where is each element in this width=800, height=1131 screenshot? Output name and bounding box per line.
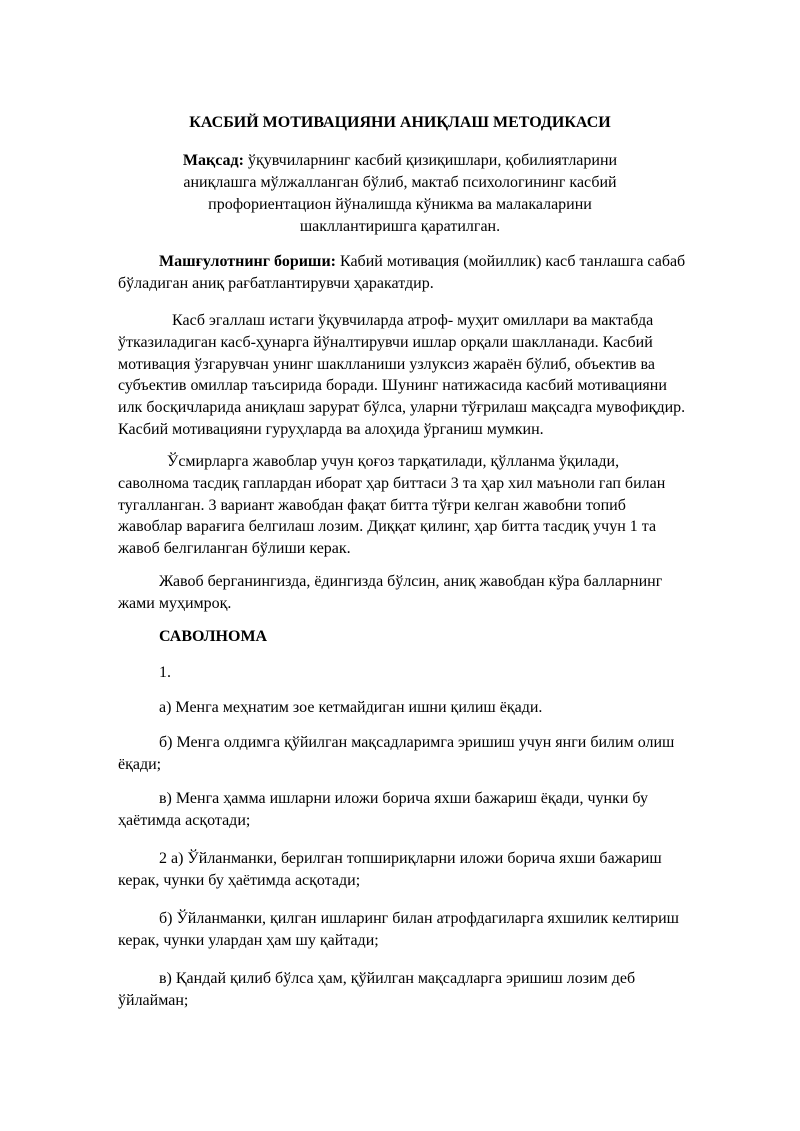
procedure-label: Машғулотнинг бориши: [159,253,336,270]
goal-label: Мақсад: [182,152,244,169]
procedure-text: Кабий мотивация (мойиллик) касб танлашга сабаб бўладиган аниқ рағбатлантирувчи ҳаракатдир. [118,253,686,292]
paragraph-1: Касб эгаллаш истаги ўқувчиларда атроф- муҳит омиллари ва мактабда ўтказиладиган касб-ҳунарга йўналтирувчи ишлар орқали шаклланади. Касбий мотивация ўзгарувчан унинг шаклланиши узлуксиз жараён бўлиб, объектив ва субъектив омиллар таъсирида боради. Шунинг натижасида касбий мотивацияни илк босқичларида аниқлаш зарурат бўлса, уларни тўғрилаш мақсадга мувофиқдир. Касбий мотивацияни гуруҳларда ва алоҳида ўрганиш мумкин. [118,312,686,438]
goal-text-1: ўқувчиларнинг касбий қизиқишлари, қобилиятларини [247,152,618,169]
goal-line-3: профориентацион йўналишда кўникма ва малакаларини [208,196,592,213]
question-1-option-a: а) Менга меҳнатим зое кетмайдиган ишни қилиш ёқади. [159,699,543,716]
questionnaire-title: САВОЛНОМА [159,628,268,645]
document-title: КАСБИЙ МОТИВАЦИЯНИ АНИҚЛАШ МЕТОДИКАСИ [189,114,611,131]
paragraph-3: Жавоб берганингизда, ёдингизда бўлсин, аниқ жавобдан кўра балларнинг жами муҳимроқ. [118,573,663,612]
paragraph-2: Ўсмирларга жавоблар учун қоғоз тарқатилади, қўлланма ўқилади, саволнома тасдиқ гаплардан иборат ҳар биттаси 3 та ҳар хил маъноли гап билан тугалланган. 3 вариант жавобдан фақат битта тўғри келган жавобни топиб жавоблар варағига белгилаш лозим. Диққат қилинг, ҳар битта тасдиқ учун 1 та жавоб белгиланган бўлиши керак. [118,453,666,558]
question-1-option-c: в) Менга ҳамма ишларни иложи борича яхши бажариш ёқади, чунки бу ҳаётимда асқотади; [118,790,648,829]
question-1-option-b: б) Менга олдимга қўйилган мақсадларимга эришиш учун янги билим олиш ёқади; [118,734,675,773]
goal-line-4: шакллантиришга қаратилган. [299,218,501,235]
question-2-option-c: в) Қандай қилиб бўлса ҳам, қўйилган мақсадларга эришиш лозим деб ўйлайман; [118,970,636,1009]
question-2-option-a: 2 а) Ўйланманки, берилган топшириқларни иложи борича яхши бажариш керак, чунки бу ҳаётимда асқотади; [118,850,662,889]
goal-line-1 [0,150,800,171]
question-1-number: 1. [159,664,171,681]
procedure-paragraph [118,251,688,295]
goal-line-2: аниқлашга мўлжалланган бўлиб, мактаб психологининг касбий [183,174,617,191]
question-2-option-b: б) Ўйланманки, қилган ишларинг билан атрофдагиларга яхшилик келтириш керак, чунки улардан ҳам шу қайтади; [118,910,679,949]
